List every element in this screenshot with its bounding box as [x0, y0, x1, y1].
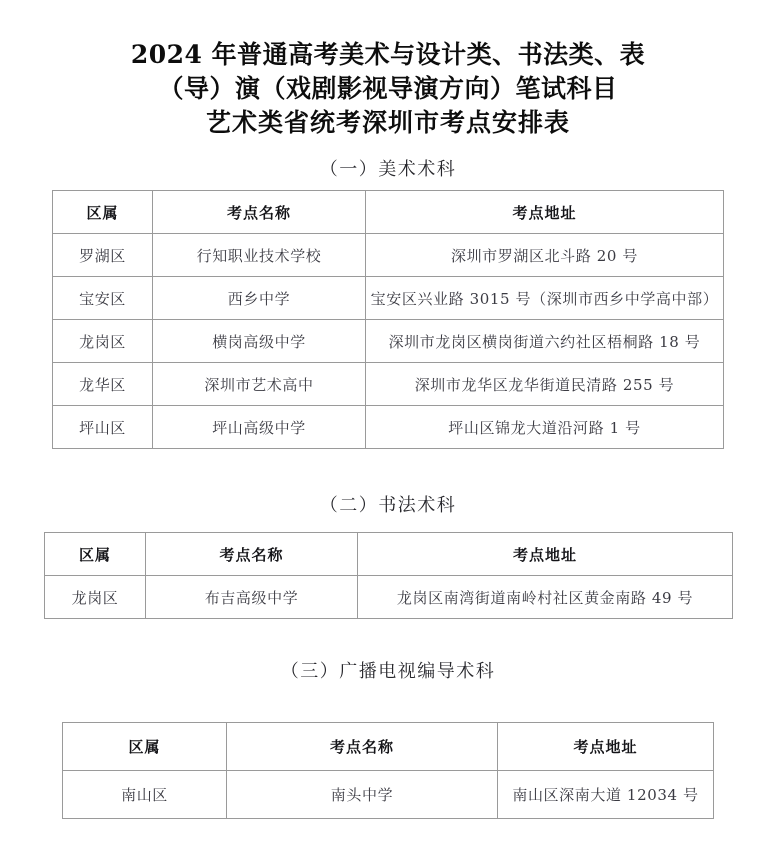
- table-row: [53, 320, 724, 363]
- cell-address: 深圳市龙岗区横岗街道六约社区梧桐路 18 号: [366, 320, 724, 363]
- exam-site-table-art: [52, 190, 724, 449]
- cell-area: 坪山区: [53, 406, 153, 449]
- cell-address: 深圳市龙华区龙华街道民清路 255 号: [366, 363, 724, 406]
- cell-area: 龙岗区: [53, 320, 153, 363]
- table-row: [45, 576, 733, 619]
- cell-name: 南头中学: [227, 771, 498, 819]
- column-header-name: 考点名称: [227, 723, 498, 771]
- cell-address: 宝安区兴业路 3015 号（深圳市西乡中学高中部）: [366, 277, 724, 320]
- section-heading-art: （一）美术术科: [319, 159, 457, 180]
- page-title: [0, 0, 776, 140]
- cell-name: 横岗高级中学: [153, 320, 366, 363]
- page-title-line-3: 艺术类省统考深圳市考点安排表: [205, 108, 570, 137]
- cell-address: 深圳市罗湖区北斗路 20 号: [366, 234, 724, 277]
- column-header-area: 区属: [63, 723, 227, 771]
- column-header-address: 考点地址: [358, 533, 733, 576]
- cell-name: 布吉高级中学: [146, 576, 358, 619]
- table-header-row: [45, 533, 733, 576]
- table-wrapper-calligraphy: [44, 532, 733, 619]
- column-header-area: 区属: [45, 533, 146, 576]
- column-header-area: 区属: [53, 191, 153, 234]
- table-row: [63, 771, 714, 819]
- table-wrapper-art: [52, 190, 724, 449]
- cell-area: 龙华区: [53, 363, 153, 406]
- exam-site-table-broadcast: [62, 722, 714, 819]
- cell-address: 南山区深南大道 12034 号: [498, 771, 714, 819]
- cell-name: 西乡中学: [153, 277, 366, 320]
- cell-name: 坪山高级中学: [153, 406, 366, 449]
- cell-name: 深圳市艺术高中: [153, 363, 366, 406]
- cell-area: 罗湖区: [53, 234, 153, 277]
- column-header-name: 考点名称: [153, 191, 366, 234]
- cell-area: 宝安区: [53, 277, 153, 320]
- cell-area: 南山区: [63, 771, 227, 819]
- section-heading-broadcast: （三）广播电视编导术科: [280, 661, 496, 682]
- column-header-address: 考点地址: [498, 723, 714, 771]
- cell-address: 坪山区锦龙大道沿河路 1 号: [366, 406, 724, 449]
- column-header-name: 考点名称: [146, 533, 358, 576]
- cell-address: 龙岗区南湾街道南岭村社区黄金南路 49 号: [358, 576, 733, 619]
- section-heading-calligraphy: （二）书法术科: [319, 495, 457, 516]
- table-header-row: [63, 723, 714, 771]
- cell-name: 行知职业技术学校: [153, 234, 366, 277]
- page-title-line-1: 2024 年普通高考美术与设计类、书法类、表: [130, 40, 646, 69]
- table-row: [53, 277, 724, 320]
- table-row: [53, 363, 724, 406]
- exam-site-table-calligraphy: [44, 532, 733, 619]
- table-header-row: [53, 191, 724, 234]
- column-header-address: 考点地址: [366, 191, 724, 234]
- table-wrapper-broadcast: [62, 722, 714, 819]
- page-title-line-2: （导）演（戏剧影视导演方向）笔试科目: [158, 74, 618, 103]
- cell-area: 龙岗区: [45, 576, 146, 619]
- table-row: [53, 234, 724, 277]
- table-row: [53, 406, 724, 449]
